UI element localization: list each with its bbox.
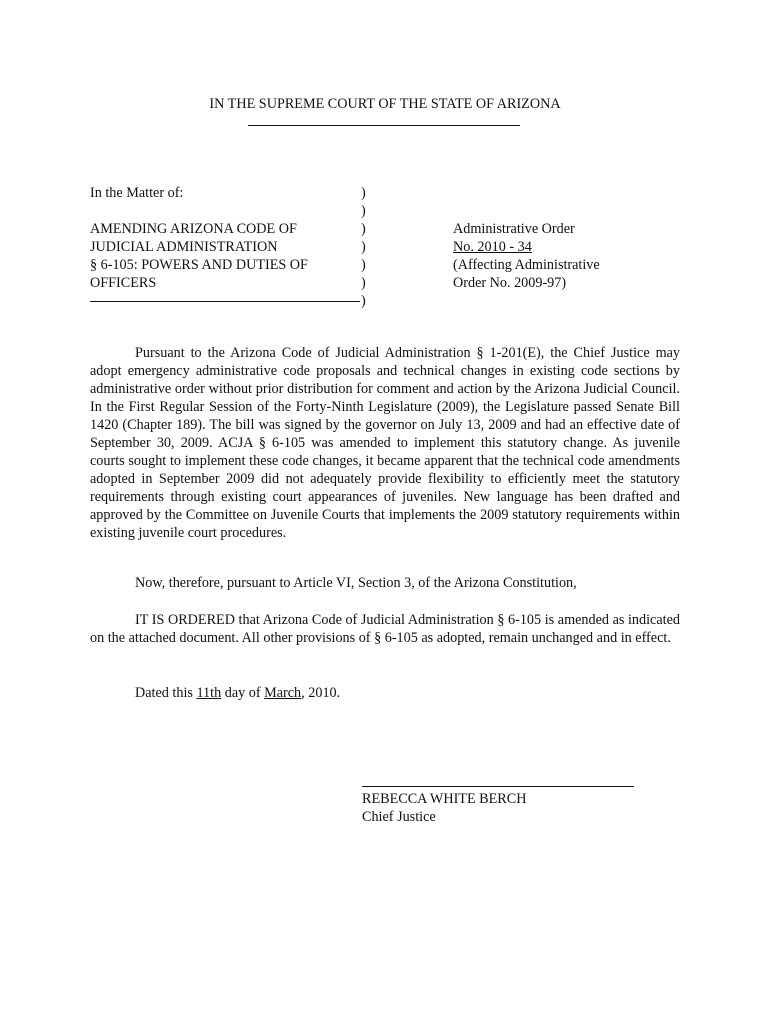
caption-subject-line: OFFICERS [90,275,157,291]
signer-name: REBECCA WHITE BERCH [362,791,527,807]
caption-subject-line: JUDICIAL ADMINISTRATION [90,239,278,255]
caption-paren: ) [361,239,366,255]
order-number: No. 2010 - 34 [453,239,532,255]
dated-prefix: Dated this [135,685,197,701]
body-paragraph-3 [90,611,680,647]
dated-month: March [264,685,302,701]
caption-matter-line: In the Matter of: [90,185,184,201]
dated-line [90,684,680,702]
signer-title: Chief Justice [362,809,436,825]
case-caption-right [453,220,653,292]
caption-subject-line: AMENDING ARIZONA CODE OF [90,221,297,237]
signature-block [362,790,526,826]
dated-day: 11th [196,685,222,701]
caption-paren: ) [361,257,366,273]
caption-blank-line [90,202,352,220]
affecting-order-line: (Affecting Administrative [453,257,600,273]
dated-middle: day of [221,685,265,701]
paragraph-text: Now, therefore, pursuant to Article VI, Section 3, of the Arizona Constitution, [135,575,577,591]
caption-divider [90,301,360,302]
signature-line [362,786,634,787]
affecting-order-line: Order No. 2009-97) [453,275,567,291]
caption-paren: ) [361,203,366,219]
order-title: Administrative Order [453,221,575,237]
caption-paren: ) [361,221,366,237]
body-paragraph-2 [90,574,680,592]
caption-subject-line: § 6-105: POWERS AND DUTIES OF [90,257,308,273]
caption-paren-column [361,184,366,310]
caption-paren: ) [361,293,366,309]
dated-suffix: , 2010. [301,685,341,701]
body-paragraph-1 [90,344,680,542]
paragraph-text: IT IS ORDERED that Arizona Code of Judicial Administration § 6-105 is amended as indicated on the attached document. All other provisions of § 6-105 as adopted, remain unchanged and in effect. [90,612,680,646]
court-title: IN THE SUPREME COURT OF THE STATE OF ARIZONA [209,96,561,112]
case-caption-left [90,184,352,292]
caption-paren: ) [361,185,366,201]
paragraph-text: Pursuant to the Arizona Code of Judicial Administration § 1-201(E), the Chief Justice may adopt emergency administrative code proposals and technical changes in existing code sections by administrative order without prior distribution for comment and action by the Arizona Judicial Council. In the First Regular Session of the Forty-Ninth Legislature (2009), the Legislature passed Senate Bill 1420 (Chapter 189). The bill was signed by the governor on July 13, 2009 and had an effective date of September 30, 2009. ACJA § 6-105 was amended to implement this statutory change. As juvenile courts sought to implement these code changes, it became apparent that the technical code amendments adopted in September 2009 did not adequately provide flexibility to efficiently meet the statutory requirements through existing court appearances of juveniles. New language has been drafted and approved by the Committee on Juvenile Courts that implements the 2009 statutory requirements within existing juvenile court procedures. [90,345,680,541]
title-divider [248,125,520,126]
caption-paren: ) [361,275,366,291]
dated-text [90,684,680,702]
